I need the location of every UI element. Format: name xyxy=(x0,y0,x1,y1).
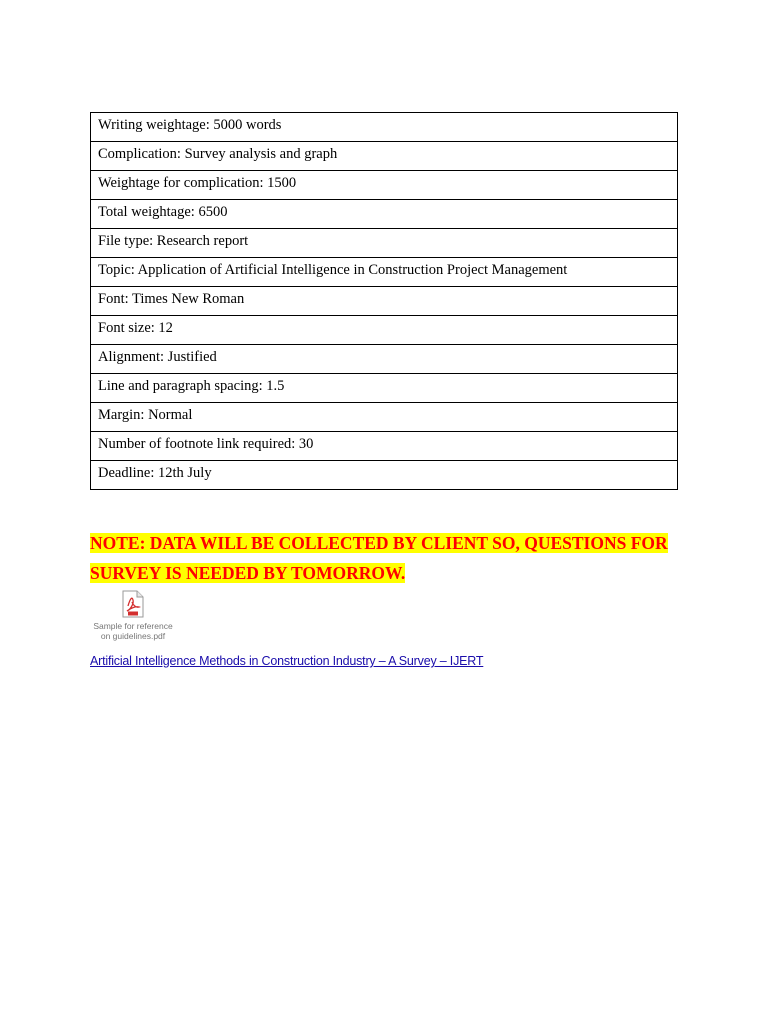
reference-link[interactable]: Artificial Intelligence Methods in Construction Industry – A Survey – IJERT xyxy=(90,654,484,668)
table-cell: File type: Research report xyxy=(91,229,678,258)
table-row xyxy=(91,316,678,345)
attachment-caption-line-2: on guidelines.pdf xyxy=(100,631,166,641)
table-row xyxy=(91,142,678,171)
table-cell: Margin: Normal xyxy=(91,403,678,432)
table-cell: Deadline: 12th July xyxy=(91,461,678,490)
table-cell: Writing weightage: 5000 words xyxy=(91,113,678,142)
table-cell: Topic: Application of Artificial Intelligence in Construction Project Management xyxy=(91,258,678,287)
table-row xyxy=(91,403,678,432)
table-row xyxy=(91,171,678,200)
table-cell: Font size: 12 xyxy=(91,316,678,345)
note-line-1: NOTE: DATA WILL BE COLLECTED BY CLIENT SO, QUESTIONS FOR xyxy=(90,533,668,553)
table-row xyxy=(91,461,678,490)
table-cell: Complication: Survey analysis and graph xyxy=(91,142,678,171)
table-row xyxy=(91,229,678,258)
table-cell: Font: Times New Roman xyxy=(91,287,678,316)
table-row xyxy=(91,113,678,142)
note-line-2: SURVEY IS NEEDED BY TOMORROW. xyxy=(90,563,406,583)
table-cell: Alignment: Justified xyxy=(91,345,678,374)
table-row xyxy=(91,432,678,461)
pdf-attachment[interactable] xyxy=(88,590,178,641)
table-cell: Weightage for complication: 1500 xyxy=(91,171,678,200)
attachment-caption xyxy=(88,621,178,641)
table-row xyxy=(91,258,678,287)
table-cell: Total weightage: 6500 xyxy=(91,200,678,229)
table-row xyxy=(91,345,678,374)
assignment-spec-table xyxy=(90,112,678,490)
attachment-caption-line-1: Sample for reference xyxy=(93,621,173,631)
table-row xyxy=(91,374,678,403)
table-row xyxy=(91,287,678,316)
urgent-note xyxy=(90,528,690,588)
pdf-file-icon xyxy=(122,590,144,618)
table-row xyxy=(91,200,678,229)
table-cell: Number of footnote link required: 30 xyxy=(91,432,678,461)
table-cell: Line and paragraph spacing: 1.5 xyxy=(91,374,678,403)
